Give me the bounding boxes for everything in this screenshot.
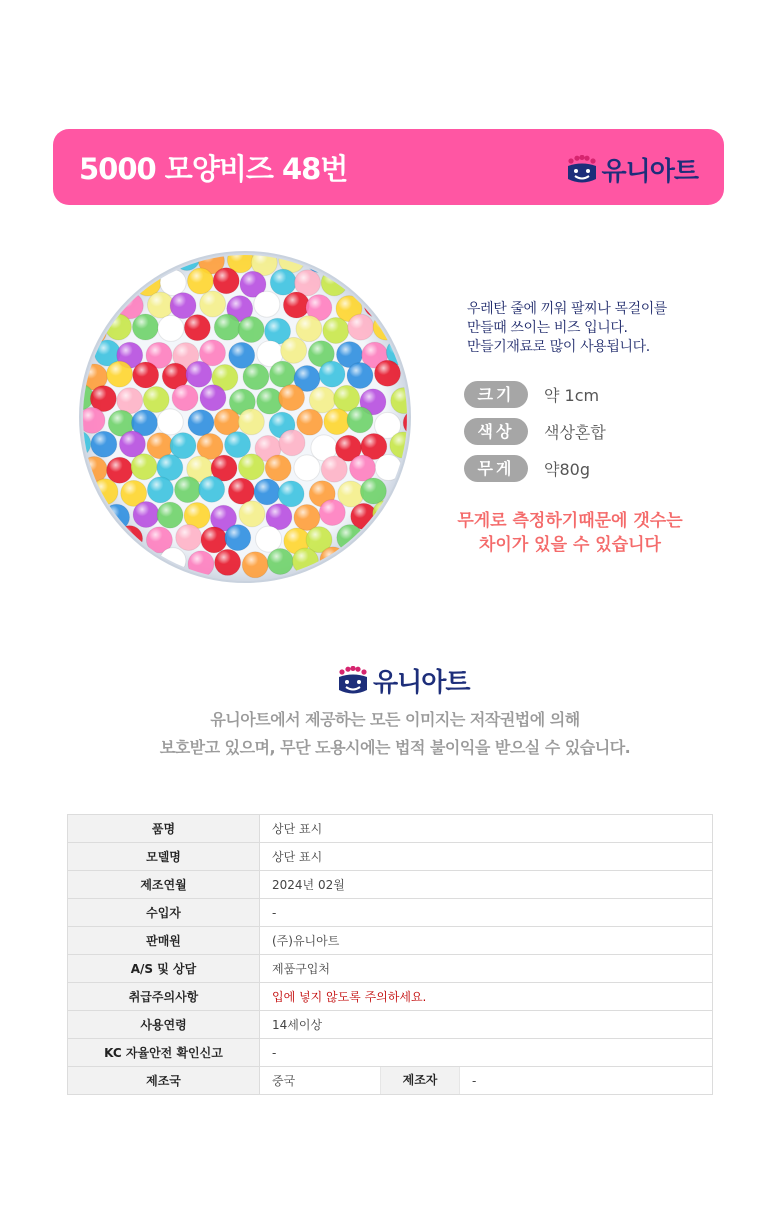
product-title: 5000 모양비즈 48번 <box>79 152 348 186</box>
bead-highlight <box>401 546 413 572</box>
bead-highlight <box>296 316 322 342</box>
crown-smile-logo-icon <box>336 666 370 696</box>
copyright-notice <box>0 706 780 762</box>
bead-highlight <box>270 269 296 295</box>
bead-highlight <box>103 273 129 299</box>
bead-highlight <box>375 546 401 572</box>
table-row <box>68 871 713 899</box>
row-value: 14세이상 <box>260 1011 713 1039</box>
row-value: 상단 표시 <box>260 815 713 843</box>
brand-logo-middle <box>336 662 469 699</box>
bead-highlight <box>213 268 239 294</box>
bead <box>78 481 91 507</box>
bead-highlight <box>170 293 196 319</box>
bead-highlight <box>215 549 241 575</box>
bead-highlight <box>175 477 201 503</box>
copyright-line: 보호받고 있으며, 무단 도용시에는 법적 불이익을 받으실 수 있습니다. <box>159 738 631 757</box>
bead-highlight <box>269 361 295 387</box>
description-line: 우레탄 줄에 끼워 팔찌나 목걸이를 <box>467 301 667 317</box>
row-value: 상단 표시 <box>260 843 713 871</box>
bead-highlight <box>238 317 264 343</box>
product-info-table <box>67 814 713 1095</box>
bead-highlight <box>90 524 116 550</box>
table-row <box>68 899 713 927</box>
bead-highlight <box>158 315 184 341</box>
bead-highlight <box>386 291 412 317</box>
row-label: 제조연월 <box>68 871 260 899</box>
bead-highlight <box>242 552 268 578</box>
bead-highlight <box>279 385 305 411</box>
bead-highlight <box>324 409 350 435</box>
bead-highlight <box>283 292 309 318</box>
bead-highlight <box>347 548 373 574</box>
spec-color <box>464 418 606 445</box>
bead-highlight <box>228 478 254 504</box>
bead <box>78 294 92 320</box>
bead-highlight <box>145 250 171 272</box>
bead <box>375 546 401 572</box>
bead-highlight <box>323 317 349 343</box>
bead-highlight <box>78 481 91 507</box>
table-row <box>68 955 713 983</box>
row-label: 모델명 <box>68 843 260 871</box>
bead-highlight <box>133 362 159 388</box>
bead-highlight <box>200 291 226 317</box>
row-value: 중국 <box>272 1074 296 1088</box>
bead <box>389 250 413 272</box>
row-value: - <box>472 1073 477 1088</box>
brand-name: 유니아트 <box>601 157 698 187</box>
bead <box>392 523 413 549</box>
bead-highlight <box>80 269 106 295</box>
crown-smile-logo-icon <box>565 155 599 185</box>
bead <box>336 250 362 272</box>
bead-highlight <box>78 551 103 577</box>
bead-highlight <box>147 292 173 318</box>
table-row <box>68 1067 713 1095</box>
bead-highlight <box>119 431 145 457</box>
row-value: - <box>260 899 713 927</box>
bead-highlight <box>107 361 133 387</box>
row-value: (주)유니아트 <box>260 927 713 955</box>
bead <box>78 250 91 273</box>
bead-highlight <box>365 250 391 273</box>
spec-weight <box>464 455 590 482</box>
bead <box>347 548 373 574</box>
bead-highlight <box>254 479 280 505</box>
bead-highlight <box>78 502 104 528</box>
bead-highlight <box>279 430 305 456</box>
row-value-split <box>260 1067 713 1095</box>
brand-name: 유니아트 <box>373 668 470 698</box>
bead-highlight <box>243 364 269 390</box>
row-value: 제품구입처 <box>260 955 713 983</box>
bead-highlight <box>201 527 227 553</box>
bead-highlight <box>78 526 89 552</box>
bead <box>78 526 89 552</box>
bead-highlight <box>309 387 335 413</box>
bead <box>116 250 142 275</box>
bead-highlight <box>116 250 142 275</box>
bead <box>405 500 413 526</box>
bead-highlight <box>267 549 293 575</box>
bead-highlight <box>214 409 240 435</box>
spec-size <box>464 381 599 408</box>
row-label: 제조국 <box>68 1067 260 1095</box>
warning-line: 무게로 측정하기때문에 갯수는 <box>457 511 683 531</box>
copyright-line: 유니아트에서 제공하는 모든 이미지는 저작권법에 의해 <box>210 710 580 729</box>
bead-highlight <box>89 292 115 318</box>
row-value: 입에 넣지 않도록 주의하세요. <box>260 983 713 1011</box>
description-line: 만들때 쓰이는 비즈 입니다. <box>467 320 628 336</box>
bead-highlight <box>186 361 212 387</box>
bead-highlight <box>392 523 413 549</box>
row-label: KC 자율안전 확인신고 <box>68 1039 260 1067</box>
row-label: A/S 및 상담 <box>68 955 260 983</box>
bead-highlight <box>321 456 347 482</box>
bead <box>365 250 391 273</box>
bead-highlight <box>374 360 400 386</box>
spec-label: 크기 <box>464 381 528 408</box>
bead <box>386 291 412 317</box>
bead-highlight <box>187 268 213 294</box>
bead <box>401 546 413 572</box>
bead-highlight <box>238 409 264 435</box>
description-line: 만들기재료로 많이 사용됩니다. <box>467 339 650 355</box>
bead <box>401 314 413 340</box>
bead-highlight <box>184 315 210 341</box>
bead-highlight <box>225 525 251 551</box>
bead-highlight <box>364 291 390 317</box>
bead-highlight <box>133 501 159 527</box>
bead-highlight <box>405 500 413 526</box>
bead-highlight <box>90 250 116 273</box>
bead-highlight <box>281 337 307 363</box>
bead-highlight <box>319 361 345 387</box>
bead-highlight <box>214 314 240 340</box>
bead-highlight <box>347 407 373 433</box>
bead-highlight <box>254 291 280 317</box>
bead-highlight <box>199 476 225 502</box>
row-label: 사용연령 <box>68 1011 260 1039</box>
spec-value: 색상혼합 <box>544 423 606 442</box>
bead-highlight <box>389 250 413 272</box>
bead-highlight <box>401 314 413 340</box>
bead-highlight <box>347 363 373 389</box>
bead <box>78 502 104 528</box>
bead-highlight <box>107 547 133 573</box>
table-row <box>68 1011 713 1039</box>
bead-highlight <box>374 272 400 298</box>
beads-photo <box>78 250 413 585</box>
bead <box>78 551 103 577</box>
bead-highlight <box>176 524 202 550</box>
bead-highlight <box>239 501 265 527</box>
bead-highlight <box>297 409 323 435</box>
bead-highlight <box>256 526 282 552</box>
bead-highlight <box>143 387 169 413</box>
bead <box>145 250 171 272</box>
table-row <box>68 927 713 955</box>
bead <box>80 269 106 295</box>
bead-highlight <box>172 385 198 411</box>
spec-value: 약 1cm <box>544 386 600 405</box>
row-label: 취급주의사항 <box>68 983 260 1011</box>
table-row <box>68 815 713 843</box>
row-label: 제조자 <box>380 1067 460 1094</box>
row-label: 판매원 <box>68 927 260 955</box>
bead-highlight <box>265 455 291 481</box>
row-value: 2024년 02월 <box>260 871 713 899</box>
bead <box>89 292 115 318</box>
bead <box>90 250 116 273</box>
bead <box>103 273 129 299</box>
bead-highlight <box>350 455 376 481</box>
bead-highlight <box>78 250 91 273</box>
bead-highlight <box>294 455 320 481</box>
bead-highlight <box>117 526 143 552</box>
bead <box>405 273 413 299</box>
bead-highlight <box>147 477 173 503</box>
bead <box>107 547 133 573</box>
brand-logo <box>565 151 698 188</box>
bead-highlight <box>238 454 264 480</box>
row-value: - <box>260 1039 713 1067</box>
spec-label: 무게 <box>464 455 528 482</box>
bead-highlight <box>157 502 183 528</box>
bead-highlight <box>348 314 374 340</box>
bead <box>90 524 116 550</box>
bead-highlight <box>200 385 226 411</box>
bead-highlight <box>319 499 345 525</box>
bead-highlight <box>107 457 133 483</box>
warning-line: 차이가 있을 수 있습니다 <box>479 535 661 555</box>
bead-highlight <box>132 314 158 340</box>
bead-highlight <box>188 410 214 436</box>
row-label: 품명 <box>68 815 260 843</box>
spec-value: 약80g <box>544 460 590 479</box>
title-banner <box>53 129 724 205</box>
bead-highlight <box>157 409 183 435</box>
table-row <box>68 983 713 1011</box>
bead-highlight <box>225 432 251 458</box>
bead <box>374 272 400 298</box>
bead-highlight <box>78 294 92 320</box>
table-row <box>68 843 713 871</box>
spec-label: 색상 <box>464 418 528 445</box>
bead-highlight <box>336 250 362 272</box>
table-row <box>68 1039 713 1067</box>
bead-highlight <box>278 481 304 507</box>
bead-highlight <box>131 454 157 480</box>
bead-highlight <box>360 478 386 504</box>
row-label: 수입자 <box>68 899 260 927</box>
quantity-warning <box>440 509 700 557</box>
product-description <box>467 300 667 357</box>
bead-highlight <box>405 273 413 299</box>
bead-highlight <box>91 431 117 457</box>
